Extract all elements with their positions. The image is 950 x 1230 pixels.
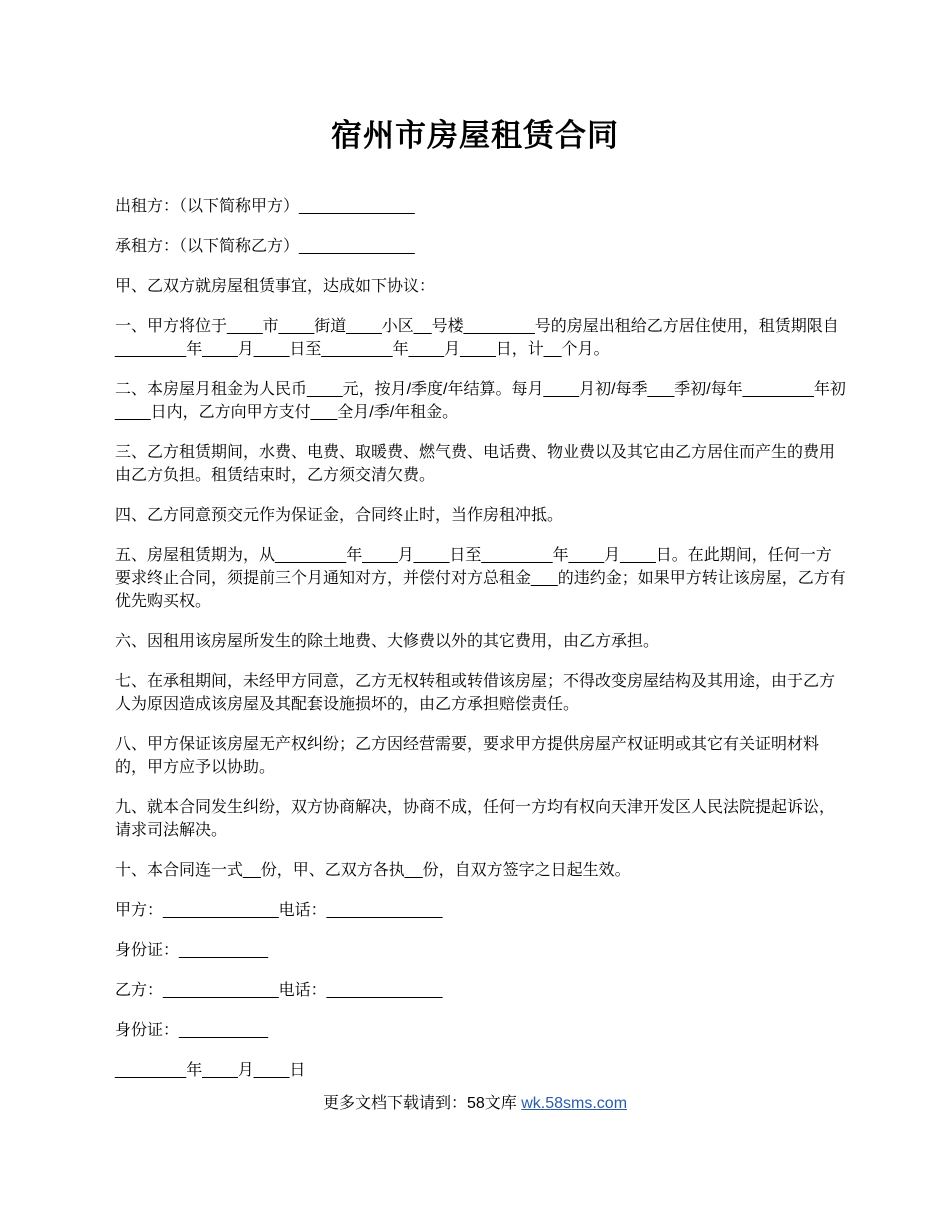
clause-8: 八、甲方保证该房屋无产权纠纷；乙方因经营需要，要求甲方提供房屋产权证明或其它有关证明材料的，甲方应予以协助。 bbox=[115, 736, 820, 776]
id-card-party-a: 身份证：__________ bbox=[115, 942, 268, 959]
document-title: 宿州市房屋租赁合同 bbox=[331, 118, 619, 153]
footer-link[interactable]: wk.58sms.com bbox=[521, 1095, 628, 1112]
footer-text: 更多文档下载请到：58文库 bbox=[322, 1095, 522, 1112]
id-card-party-b: 身份证：__________ bbox=[115, 1022, 268, 1039]
date-line: ________年____月____日 bbox=[115, 1062, 306, 1079]
clause-3: 三、乙方租赁期间，水费、电费、取暖费、燃气费、电话费、物业费以及其它由乙方居住而产生的费用由乙方负担。租赁结束时，乙方须交清欠费。 bbox=[115, 444, 836, 484]
party-lessor-line: 出租方：（以下简称甲方）_____________ bbox=[115, 198, 415, 215]
signature-party-a: 甲方：_____________电话：_____________ bbox=[115, 902, 443, 919]
preamble-line: 甲、乙双方就房屋租赁事宜，达成如下协议： bbox=[115, 278, 436, 295]
clause-10: 十、本合同连一式__份，甲、乙双方各执__份，自双方签字之日起生效。 bbox=[115, 862, 631, 879]
clause-5: 五、房屋租赁期为，从________年____月____日至________年____月____日。在此期间，任何一方要求终止合同，须提前三个月通知对方，并偿付对方总租金___的违约金；如果甲方转让该房屋，乙方有优先购买权。 bbox=[115, 547, 846, 610]
clause-4: 四、乙方同意预交元作为保证金，合同终止时，当作房租冲抵。 bbox=[115, 507, 564, 524]
signature-party-b: 乙方：_____________电话：_____________ bbox=[115, 982, 443, 999]
clause-2: 二、本房屋月租金为人民币____元，按月/季度/年结算。每月____月初/每季___季初/每年________年初____日内，乙方向甲方支付___全月/季/年租金。 bbox=[115, 381, 846, 421]
clause-6: 六、因租用该房屋所发生的除土地费、大修费以外的其它费用，由乙方承担。 bbox=[115, 633, 660, 650]
clause-9: 九、就本合同发生纠纷，双方协商解决，协商不成，任何一方均有权向天津开发区人民法院提起诉讼，请求司法解决。 bbox=[115, 799, 836, 839]
document-body bbox=[115, 195, 847, 1082]
document-footer bbox=[0, 1090, 950, 1113]
clause-7: 七、在承租期间，未经甲方同意，乙方无权转租或转借该房屋；不得改变房屋结构及其用途，由于乙方人为原因造成该房屋及其配套设施损坏的，由乙方承担赔偿责任。 bbox=[115, 673, 836, 713]
clause-1: 一、甲方将位于____市____街道____小区__号楼________号的房屋出租给乙方居住使用，租赁期限自________年____月____日至________年____月____日，计__个月。 bbox=[115, 318, 839, 358]
party-lessee-line: 承租方：（以下简称乙方）_____________ bbox=[115, 238, 415, 255]
